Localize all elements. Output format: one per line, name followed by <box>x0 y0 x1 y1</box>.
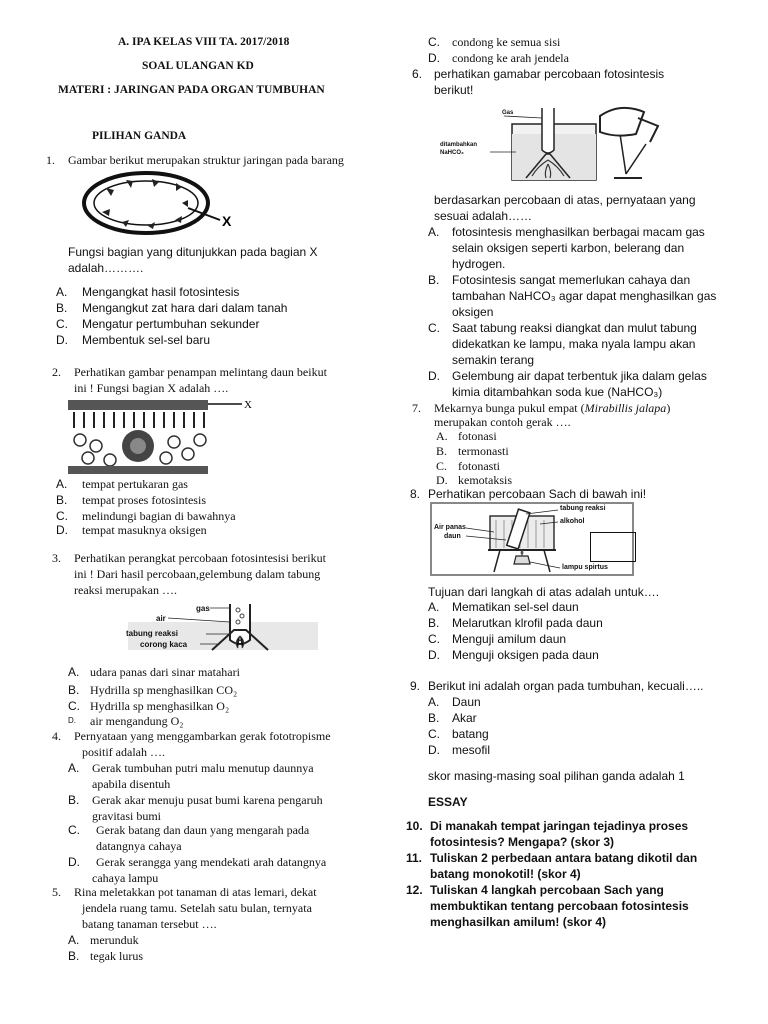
q1-option-c-letter: C. <box>56 317 68 331</box>
q5-option-a-letter: A. <box>68 933 80 947</box>
q6-option-b-line2: tambahan NaHCO₃ agar dapat menghasilkan gas <box>452 289 717 303</box>
q6-option-c-line2: didekatkan ke lampu, maka nyala lampu akan <box>452 337 696 351</box>
q3-number: 3. <box>52 551 61 565</box>
q3-text-line2: ini ! Dari hasil percobaan,gelembung dalam tabung <box>74 567 321 581</box>
q6-fig-label-gas: Gas <box>502 110 514 116</box>
q2-number: 2. <box>52 365 61 379</box>
q5-option-d-text: condong ke arah jendela <box>452 51 569 65</box>
q5-text-line2: jendela ruang tamu. Setelah satu bulan, ternyata <box>82 901 312 915</box>
q3-fig-label-gas: gas <box>196 604 210 613</box>
q6-number: 6. <box>412 67 423 81</box>
q3-apparatus-figure <box>126 600 326 652</box>
q8-option-a-text: Mematikan sel-sel daun <box>452 600 579 614</box>
q3-option-c-letter: C. <box>68 699 80 713</box>
essay-12-line1: Tuliskan 4 langkah percobaan Sach yang <box>430 883 664 897</box>
q3-option-b-text: Hydrilla sp menghasilkan CO₂ <box>90 683 238 697</box>
q1-option-d-letter: D. <box>56 333 68 347</box>
q7-option-d-letter: D. <box>436 473 448 487</box>
q8-empty-answer-box <box>590 532 636 562</box>
q1-option-b-letter: B. <box>56 301 68 315</box>
q6-option-a-line1: fotosintesis menghasilkan berbagai macam gas <box>452 225 705 239</box>
q3-text-line3: reaksi merupakan …. <box>74 583 177 597</box>
q4-option-a-letter: A. <box>68 761 80 775</box>
essay-11-number: 11. <box>406 851 423 865</box>
q9-number: 9. <box>410 679 421 693</box>
q8-fig-label-tabung-reaksi: tabung reaksi <box>560 505 606 512</box>
q4-option-b-letter: B. <box>68 793 80 807</box>
q8-option-b-text: Melarutkan klrofil pada daun <box>452 616 603 630</box>
q8-option-d-letter: D. <box>428 648 440 662</box>
q4-option-d-line1: Gerak serangga yang mendekati arah datangnya <box>96 855 327 869</box>
q3-fig-label-air: air <box>156 614 166 623</box>
q2-leaf-cross-section-figure <box>66 396 266 476</box>
q3-option-d-text: air mengandung O₂ <box>90 714 184 728</box>
q6-fig-label-nahco3: NaHCO₃ <box>440 150 464 156</box>
q3-option-a-text: udara panas dari sinar matahari <box>90 665 240 679</box>
q6-text-line2: berikut! <box>434 83 474 97</box>
essay-12-number: 12. <box>406 883 423 897</box>
header-line-1: A. IPA KELAS VIII TA. 2017/2018 <box>118 36 290 48</box>
q7-number: 7. <box>412 401 421 415</box>
q1-option-d-text: Membentuk sel-sel baru <box>82 333 211 347</box>
essay-section-title: ESSAY <box>428 795 468 809</box>
q1-number: 1. <box>46 153 55 167</box>
essay-10-line2: fotosintesis? Mengapa? (skor 3) <box>430 835 615 849</box>
q2-option-b-letter: B. <box>56 493 68 507</box>
q4-option-c-letter: C. <box>68 823 80 837</box>
q7-option-b-text: termonasti <box>458 444 509 458</box>
q5-number: 5. <box>52 885 61 899</box>
q2-option-d-text: tempat masuknya oksigen <box>82 523 207 537</box>
header-line-3: MATERI : JARINGAN PADA ORGAN TUMBUHAN <box>58 84 325 96</box>
q1-option-b-text: Mengangkut zat hara dari dalam tanah <box>82 301 288 315</box>
q1-option-c-text: Mengatur pertumbuhan sekunder <box>82 317 260 331</box>
q9-option-c-letter: C. <box>428 727 440 741</box>
header-line-2: SOAL ULANGAN KD <box>142 60 254 72</box>
q6-option-b-letter: B. <box>428 273 440 287</box>
q7-scientific-name: Mirabillis jalapa <box>584 401 667 415</box>
q9-option-d-letter: D. <box>428 743 440 757</box>
q9-option-a-letter: A. <box>428 695 440 709</box>
q8-option-c-letter: C. <box>428 632 440 646</box>
q2-option-a-letter: A. <box>56 477 68 491</box>
q1-prompt-line2: adalah………. <box>68 261 144 275</box>
q1-text: Gambar berikut merupakan struktur jaringan pada barang <box>68 153 344 167</box>
q4-option-d-letter: D. <box>68 855 80 869</box>
q9-option-c-text: batang <box>452 727 489 741</box>
q6-prompt-line1: berdasarkan percobaan di atas, pernyataan yang <box>434 193 696 207</box>
q9-text: Berikut ini adalah organ pada tumbuhan, kecuali….. <box>428 679 704 693</box>
essay-10-line1: Di manakah tempat jaringan tejadinya proses <box>430 819 689 833</box>
q7-option-a-letter: A. <box>436 429 448 443</box>
q4-option-c-line1: Gerak batang dan daun yang mengarah pada <box>96 823 310 837</box>
q8-option-d-text: Menguji oksigen pada daun <box>452 648 599 662</box>
q7-option-d-text: kemotaksis <box>458 473 512 487</box>
essay-11-line2: batang monokotil! (skor 4) <box>430 867 581 881</box>
q6-fig-label-ditambahkan: ditambahkan <box>440 142 478 148</box>
q6-option-b-line1: Fotosintesis sangat memerlukan cahaya dan <box>452 273 691 287</box>
q9-option-b-text: Akar <box>452 711 477 725</box>
q6-option-c-line3: semakin terang <box>452 353 535 367</box>
essay-12-line3: menghasilkan amilum! (skor 4) <box>430 915 607 929</box>
q6-option-b-line3: oksigen <box>452 305 494 319</box>
q9-option-b-letter: B. <box>428 711 440 725</box>
q2-option-c-text: melindungi bagian di bawahnya <box>82 509 236 523</box>
q3-option-c-text: Hydrilla sp menghasilkan O₂ <box>90 699 230 713</box>
q9-option-a-text: Daun <box>452 695 481 709</box>
q6-option-d-letter: D. <box>428 369 440 383</box>
q3-option-b-letter: B. <box>68 683 80 697</box>
q6-option-a-line2: selain oksigen seperti karbon, belerang dan <box>452 241 685 255</box>
q5-option-d-letter: D. <box>428 51 440 65</box>
q8-option-c-text: Menguji amilum daun <box>452 632 567 646</box>
q6-apparatus-figure <box>440 104 690 184</box>
q2-option-d-letter: D. <box>56 523 68 537</box>
q7-option-a-text: fotonasi <box>458 429 497 443</box>
q8-prompt: Tujuan dari langkah di atas adalah untuk…. <box>428 585 660 599</box>
q7-option-c-letter: C. <box>436 459 448 473</box>
q4-option-b-line1: Gerak akar menuju pusat bumi karena pengaruh <box>92 793 323 807</box>
q1-fig-label-x: X <box>222 213 232 229</box>
section-title-pilihan-ganda: PILIHAN GANDA <box>92 130 187 142</box>
essay-10-number: 10. <box>406 819 423 833</box>
q6-option-c-line1: Saat tabung reaksi diangkat dan mulut tabung <box>452 321 697 335</box>
q6-text-line1: perhatikan gamabar percobaan fotosintesis <box>434 67 665 81</box>
q2-option-c-letter: C. <box>56 509 68 523</box>
q8-fig-label-alkohol: alkohol <box>560 518 585 525</box>
q5-option-c-letter: C. <box>428 35 440 49</box>
q8-fig-label-lampu-spirtus: lampu spirtus <box>562 564 608 571</box>
q6-prompt-line2: sesuai adalah…… <box>434 209 533 223</box>
q1-stem-cross-section-figure <box>82 170 252 236</box>
q7-option-b-letter: B. <box>436 444 448 458</box>
q3-option-a-letter: A. <box>68 665 80 679</box>
q4-option-b-line2: gravitasi bumi <box>92 809 161 823</box>
q8-option-a-letter: A. <box>428 600 440 614</box>
q3-option-d-letter: D. <box>68 716 76 725</box>
q3-text-line1: Perhatikan perangkat percobaan fotosintesisi berikut <box>74 551 326 565</box>
q2-option-a-text: tempat pertukaran gas <box>82 477 188 491</box>
q7-text-part-a: Mekarnya bunga pukul empat ( <box>434 401 585 415</box>
q2-text-line1: Perhatikan gambar penampan melintang daun beikut <box>74 365 327 379</box>
score-note: skor masing-masing soal pilihan ganda adalah 1 <box>428 769 685 783</box>
q3-fig-label-tabung-reaksi: tabung reaksi <box>126 629 179 638</box>
q6-option-d-line1: Gelembung air dapat terbentuk jika dalam gelas <box>452 369 707 383</box>
q4-option-a-line2: apabila disentuh <box>92 777 171 791</box>
q5-option-b-letter: B. <box>68 949 80 963</box>
q1-prompt-line1: Fungsi bagian yang ditunjukkan pada bagian X <box>68 245 318 259</box>
essay-11-line1: Tuliskan 2 perbedaan antara batang dikotil dan <box>430 851 698 865</box>
q5-text-line3: batang tanaman tersebut …. <box>82 917 217 931</box>
q4-option-c-line2: datangnya cahaya <box>96 839 182 853</box>
q8-fig-label-daun: daun <box>444 533 461 540</box>
q9-option-d-text: mesofil <box>452 743 491 757</box>
q4-text-line1: Pernyataan yang menggambarkan gerak fototropisme <box>74 729 331 743</box>
q5-text-line1: Rina meletakkan pot tanaman di atas lemari, dekat <box>74 885 317 899</box>
q2-text-line2: ini ! Fungsi bagian X adalah …. <box>74 381 229 395</box>
q7-text-line2: merupakan contoh gerak …. <box>434 415 571 429</box>
q5-option-c-text: condong ke semua sisi <box>452 35 561 49</box>
q6-option-a-line3: hydrogen. <box>452 257 506 271</box>
q4-number: 4. <box>52 729 61 743</box>
q3-fig-label-corong-kaca: corong kaca <box>140 640 188 649</box>
q7-option-c-text: fotonasti <box>458 459 500 473</box>
q8-text: Perhatikan percobaan Sach di bawah ini! <box>428 487 647 501</box>
q6-option-c-letter: C. <box>428 321 440 335</box>
q8-number: 8. <box>410 487 421 501</box>
q6-option-a-letter: A. <box>428 225 440 239</box>
q5-option-b-text: tegak lurus <box>90 949 143 963</box>
q1-option-a-text: Mengangkat hasil fotosintesis <box>82 285 240 299</box>
q2-fig-label-x: X <box>244 399 252 411</box>
q6-option-d-line2: kimia ditambahkan soda kue (NaHCO₃) <box>452 385 663 399</box>
q7-text-part-c: ) <box>666 401 671 415</box>
q2-option-b-text: tempat proses fotosintesis <box>82 493 206 507</box>
essay-12-line2: membuktikan tentang percobaan fotosintesis <box>430 899 689 913</box>
q1-option-a-letter: A. <box>56 285 68 299</box>
q5-option-a-text: merunduk <box>90 933 139 947</box>
q4-text-line2: positif adalah …. <box>82 745 165 759</box>
q4-option-d-line2: cahaya lampu <box>92 871 159 885</box>
q4-option-a-line1: Gerak tumbuhan putri malu menutup daunnya <box>92 761 314 775</box>
q8-fig-label-air-panas: Air panas <box>434 524 466 531</box>
q8-option-b-letter: B. <box>428 616 440 630</box>
